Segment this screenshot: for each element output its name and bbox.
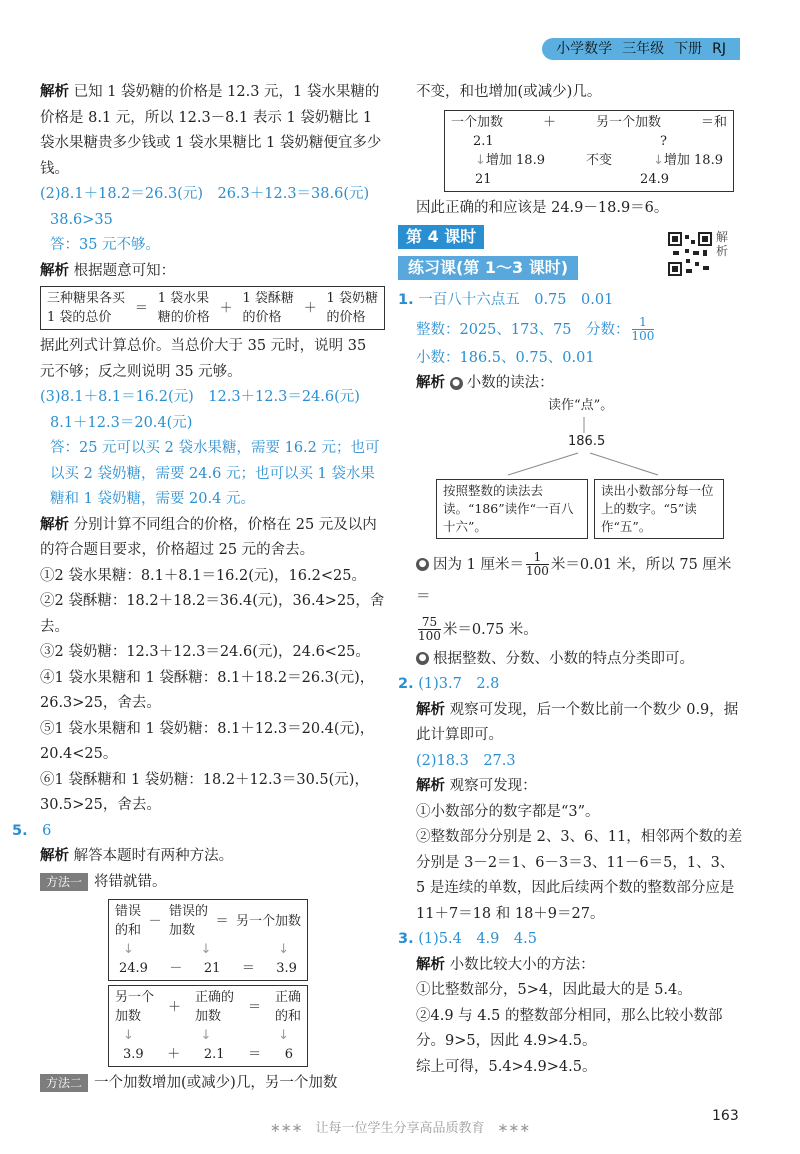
down-arrow-icon: ↓ (278, 942, 289, 957)
analysis-text: 米＝0.01 米，所以 75 厘米＝ (416, 556, 732, 605)
answer-text: (1)3.7 2.8 (418, 676, 500, 692)
point-note: 读作“点”。 (548, 397, 614, 413)
plus-sign: ＋ (542, 114, 556, 130)
q2-point-2: ②整数部分分别是 2、3、6、11，相邻两个数的差分别是 3－2＝1、6－3＝3、11－6＝5，1、3、5 是连续的单数，因此后续两个数的整数部分应是 11＋7＝18 和 18＋9＝27。 (416, 829, 743, 922)
answer-text: (1)5.4 4.9 4.5 (418, 931, 537, 947)
combo-item: ①2 袋水果糖：8.1＋8.1＝16.2(元)，16.2<25。 (40, 567, 366, 584)
box-row (115, 959, 301, 978)
question-number: 2. (398, 676, 414, 692)
qr-code-icon (668, 232, 712, 276)
analysis-4 (40, 844, 385, 870)
minus-sign: － (169, 961, 183, 976)
analysis-1 (40, 80, 385, 182)
box-cell (169, 902, 208, 940)
box-text: 一个加数 (451, 114, 504, 130)
minus-sign: － (148, 913, 162, 929)
header-term: 下册 (674, 41, 703, 57)
equals-sign: ＝和 (700, 114, 727, 130)
box-value: 3.9 (123, 1047, 144, 1062)
down-arrow-icon: ↓ (278, 1028, 289, 1043)
down-arrow-icon: ↓ (123, 1028, 134, 1043)
down-arrow-icon: ↓ (475, 152, 486, 168)
question-number: 3. (398, 931, 414, 947)
analysis-5 (398, 371, 743, 397)
equals-sign: ＝ (134, 300, 148, 316)
answer-5: 6 (42, 822, 52, 839)
box-text: 加数 (115, 1009, 142, 1024)
bullet-icon: ● (416, 558, 429, 571)
answer-2-line2: 38.6>35 (50, 211, 113, 228)
box-cell (653, 151, 723, 170)
box-row (451, 113, 727, 132)
correct-sum-box (108, 985, 308, 1067)
box-row (115, 1045, 301, 1064)
analysis-3 (40, 513, 385, 564)
combo-item: ②2 袋酥糖：18.2＋18.2＝36.4(元)，36.4>25，舍去。 (40, 593, 385, 635)
method-text: 将错就错。 (94, 873, 167, 890)
arrow-row (115, 940, 301, 959)
box-cell (115, 902, 141, 940)
box-cell (275, 988, 301, 1026)
header-grade: 三年级 (622, 41, 665, 57)
box-text: 加数 (194, 1009, 221, 1024)
addend-change-box (444, 110, 734, 192)
q3-point-2: ②4.9 与 4.5 的整数部分相同，那么比较小数部分。9>5，因此 4.9>4.5。 (416, 1007, 723, 1049)
box-text: 1 袋奶糖 (326, 291, 378, 306)
q2-point-1: ①小数部分的数字都是“3”。 (416, 803, 600, 820)
question-number: 5. (12, 822, 28, 839)
box-text: 另一个 (115, 990, 155, 1005)
analysis-text: 小数的读法： (466, 375, 554, 391)
answer-3-line1: (3)8.1＋8.1＝16.2(元) 12.3＋12.3＝24.6(元) (40, 389, 360, 405)
numerator: 1 (632, 316, 655, 330)
equals-sign: ＝ (248, 1047, 262, 1062)
box-text: 加数 (168, 923, 195, 938)
analysis-label: 解析 (40, 84, 69, 100)
analysis-label: 解析 (40, 848, 69, 864)
box-value: ? (660, 133, 667, 149)
box-text: 糖的价格 (157, 310, 210, 325)
box-value: 24.9 (119, 961, 148, 976)
lesson-subtitle: 练习课(第 1～3 课时) (398, 256, 578, 280)
equals-sign: ＝ (215, 913, 229, 929)
analysis-6 (398, 698, 743, 749)
box-text: 不变 (585, 152, 612, 168)
box-cell (47, 289, 125, 327)
answer-text: 整数：2025、173、75 分数： (416, 321, 630, 338)
denominator: 100 (418, 629, 441, 643)
box-text: 正确的 (194, 990, 234, 1005)
analysis-text: 已知 1 袋奶糖的价格是 12.3 元，1 袋水果糖的价格是 8.1 元，所以 12.3－8.1 表示 1 袋奶糖比 1 袋水果糖贵多少钱或 1 袋水果糖比 1 袋奶糖便宜多少钱。 (40, 84, 382, 177)
combo-item: ③2 袋奶糖：12.3＋12.3＝24.6(元)，24.6<25。 (40, 644, 370, 660)
analysis-label: 解析 (416, 778, 445, 794)
plus-sign: ＋ (167, 999, 181, 1015)
question-3 (398, 927, 743, 953)
left-column (12, 80, 385, 1097)
method-label: 方法一 (40, 873, 88, 891)
plus-sign: ＋ (303, 300, 317, 316)
down-arrow-icon: ↓ (123, 942, 134, 957)
qr-label: 解析 (716, 230, 729, 258)
box-row (115, 902, 301, 940)
box-text: 另一个加数 (595, 114, 661, 130)
method-1 (40, 870, 385, 896)
analysis-text: 分别计算不同组合的价格，价格在 25 元及以内的符合题目要求，价格超过 25 元的舍去。 (40, 516, 377, 558)
analysis-label: 解析 (416, 375, 445, 391)
q1-integers (398, 314, 743, 346)
box-text: 的和 (274, 1009, 301, 1024)
analysis-text: 观察可发现： (449, 778, 537, 794)
analysis-label: 解析 (416, 701, 445, 718)
total-price-box (40, 286, 385, 330)
combo-item: ⑥1 袋酥糖和 1 袋奶糖：18.2＋12.3＝30.5(元)，30.5>25，舍去。 (40, 771, 369, 813)
method-2 (40, 1071, 385, 1097)
method-label: 方法二 (40, 1074, 88, 1092)
integer-reading-box: 按照整数的读法去读。“186”读作“一百八十六”。 (436, 479, 588, 539)
box-value: 21 (203, 961, 221, 976)
box-text: 的价格 (326, 310, 366, 325)
question-2 (398, 672, 743, 698)
lesson-title: 第 4 课时 (398, 225, 484, 249)
center-number: 186.5 (568, 433, 606, 449)
analysis-2-after: 据此列式计算总价。当总价大于 35 元时，说明 35 元不够；反之则说明 35 元够。 (40, 338, 367, 380)
connector-line (508, 453, 578, 475)
answer-2-line3: 答：35 元不够。 (50, 237, 161, 253)
answer-3-line3: 答：25 元可以买 2 袋水果糖，需要 16.2 元；也可以买 2 袋奶糖，需要 24.6 元；也可以买 1 袋水果糖和 1 袋奶糖，需要 20.4 元。 (50, 440, 380, 507)
analysis-text: 因为 1 厘米＝ (433, 556, 524, 573)
box-value: 2.1 (473, 133, 494, 149)
answer-3-line2: 8.1＋12.3＝20.4(元) (50, 414, 193, 431)
box-row (47, 289, 378, 327)
combo-item: ⑤1 袋水果糖和 1 袋奶糖：8.1＋12.3＝20.4(元)，20.4<25。 (40, 720, 375, 762)
box-text: 1 袋的总价 (47, 310, 112, 325)
fraction (632, 316, 655, 343)
down-arrow-icon: ↓ (653, 152, 664, 168)
question-number: 1. (398, 292, 414, 308)
plus-sign: ＋ (167, 1047, 181, 1062)
box-value: 24.9 (640, 171, 669, 187)
analysis-7 (398, 774, 743, 800)
box-text: 错误 (115, 904, 142, 919)
q2-answer-2: (2)18.3 27.3 (416, 752, 516, 769)
down-arrow-icon: ↓ (200, 942, 212, 957)
analysis-text: 观察可发现，后一个数比前一个数少 0.9，据此计算即可。 (416, 701, 739, 743)
box-text: 增加 18.9 (663, 152, 723, 168)
analysis-8 (398, 953, 743, 979)
question-1 (398, 288, 743, 314)
analysis-2 (40, 259, 385, 285)
arrow-row (115, 1026, 301, 1045)
analysis-text: 米＝0.75 米。 (442, 621, 538, 638)
plus-sign: ＋ (219, 300, 233, 316)
box-text: 三种糖果各买 (47, 291, 126, 306)
q3-point-1: ①比整数部分，5>4，因此最大的是 5.4。 (416, 982, 692, 998)
box-row (451, 132, 727, 151)
method-text: 一个加数增加(或减少)几，另一个加数 (94, 1075, 338, 1091)
question-5 (12, 819, 385, 845)
analysis-text: 根据整数、分数、小数的特点分类即可。 (433, 650, 694, 667)
combo-item: ④1 袋水果糖和 1 袋酥糖：8.1＋18.2＝26.3(元)，26.3>25，舍去。 (40, 669, 375, 711)
answer-2-line1: (2)8.1＋18.2＝26.3(元) 26.3＋12.3＝38.6(元) (40, 186, 370, 202)
box-text: 错误的 (168, 904, 208, 919)
conclusion: 因此正确的和应该是 24.9－18.9＝6。 (416, 199, 669, 216)
box-text: 的价格 (242, 310, 282, 325)
box-value: 6 (284, 1047, 293, 1062)
header-banner (542, 38, 740, 60)
equals-sign: ＝ (247, 999, 261, 1015)
analysis-label: 解析 (40, 516, 69, 533)
box-cell (475, 151, 545, 170)
box-text: 的和 (115, 923, 142, 938)
box-text: 1 袋酥糖 (242, 291, 294, 306)
bullet-2-cont (398, 613, 743, 647)
numerator: 1 (526, 551, 549, 565)
analysis-text: 解答本题时有两种方法。 (73, 848, 234, 864)
q1-decimals: 小数：186.5、0.75、0.01 (416, 349, 595, 366)
analysis-text: 小数比较大小的方法： (449, 956, 595, 973)
header-edition: RJ (712, 41, 726, 57)
bullet-2 (398, 549, 743, 613)
box-cell (195, 988, 234, 1026)
box-text: 另一个加数 (235, 913, 301, 929)
bullet-icon: ● (416, 652, 429, 665)
numerator: 75 (418, 616, 441, 630)
equals-sign: ＝ (241, 961, 255, 976)
box-text: 增加 18.9 (485, 152, 545, 168)
box-cell (115, 988, 154, 1026)
box-value: 2.1 (203, 1047, 225, 1062)
box-text: 1 袋水果 (157, 291, 210, 306)
box-row (115, 988, 301, 1026)
box-row (451, 170, 727, 189)
bullet-icon: ● (450, 377, 463, 390)
box-value: 21 (475, 171, 492, 187)
connector-line (590, 453, 658, 475)
decimal-reading-box: 读出小数部分每一位上的数字。“5”读作“五”。 (594, 479, 724, 539)
box-row (451, 151, 727, 170)
denominator: 100 (525, 564, 549, 578)
page-number: 163 (712, 1108, 739, 1124)
q3-point-3: 综上可得，5.4>4.9>4.5。 (416, 1058, 597, 1075)
wrong-sum-box (108, 899, 308, 981)
box-cell (242, 289, 293, 327)
reading-diagram (398, 397, 743, 537)
box-text: 正确 (274, 990, 301, 1005)
qr-code[interactable] (668, 230, 729, 280)
answer-text: 一百八十六点五 0.75 0.01 (418, 292, 614, 308)
denominator: 100 (631, 329, 655, 343)
continuation: 不变，和也增加(或减少)几。 (416, 84, 602, 100)
fraction (418, 616, 441, 643)
box-cell (327, 289, 378, 327)
analysis-label: 解析 (40, 262, 69, 279)
down-arrow-icon: ↓ (200, 1028, 212, 1043)
header-subject: 小学数学 (556, 41, 613, 57)
diagram-connectors (398, 413, 743, 483)
footer-slogan: ∗∗∗ 让每一位学生分享高品质教育 ∗∗∗ (269, 1121, 531, 1136)
analysis-text: 根据题意可知： (73, 262, 176, 279)
analysis-label: 解析 (416, 956, 445, 973)
box-value: 3.9 (276, 961, 297, 976)
bullet-3 (398, 647, 743, 673)
fraction (526, 551, 549, 578)
box-cell (158, 289, 210, 327)
